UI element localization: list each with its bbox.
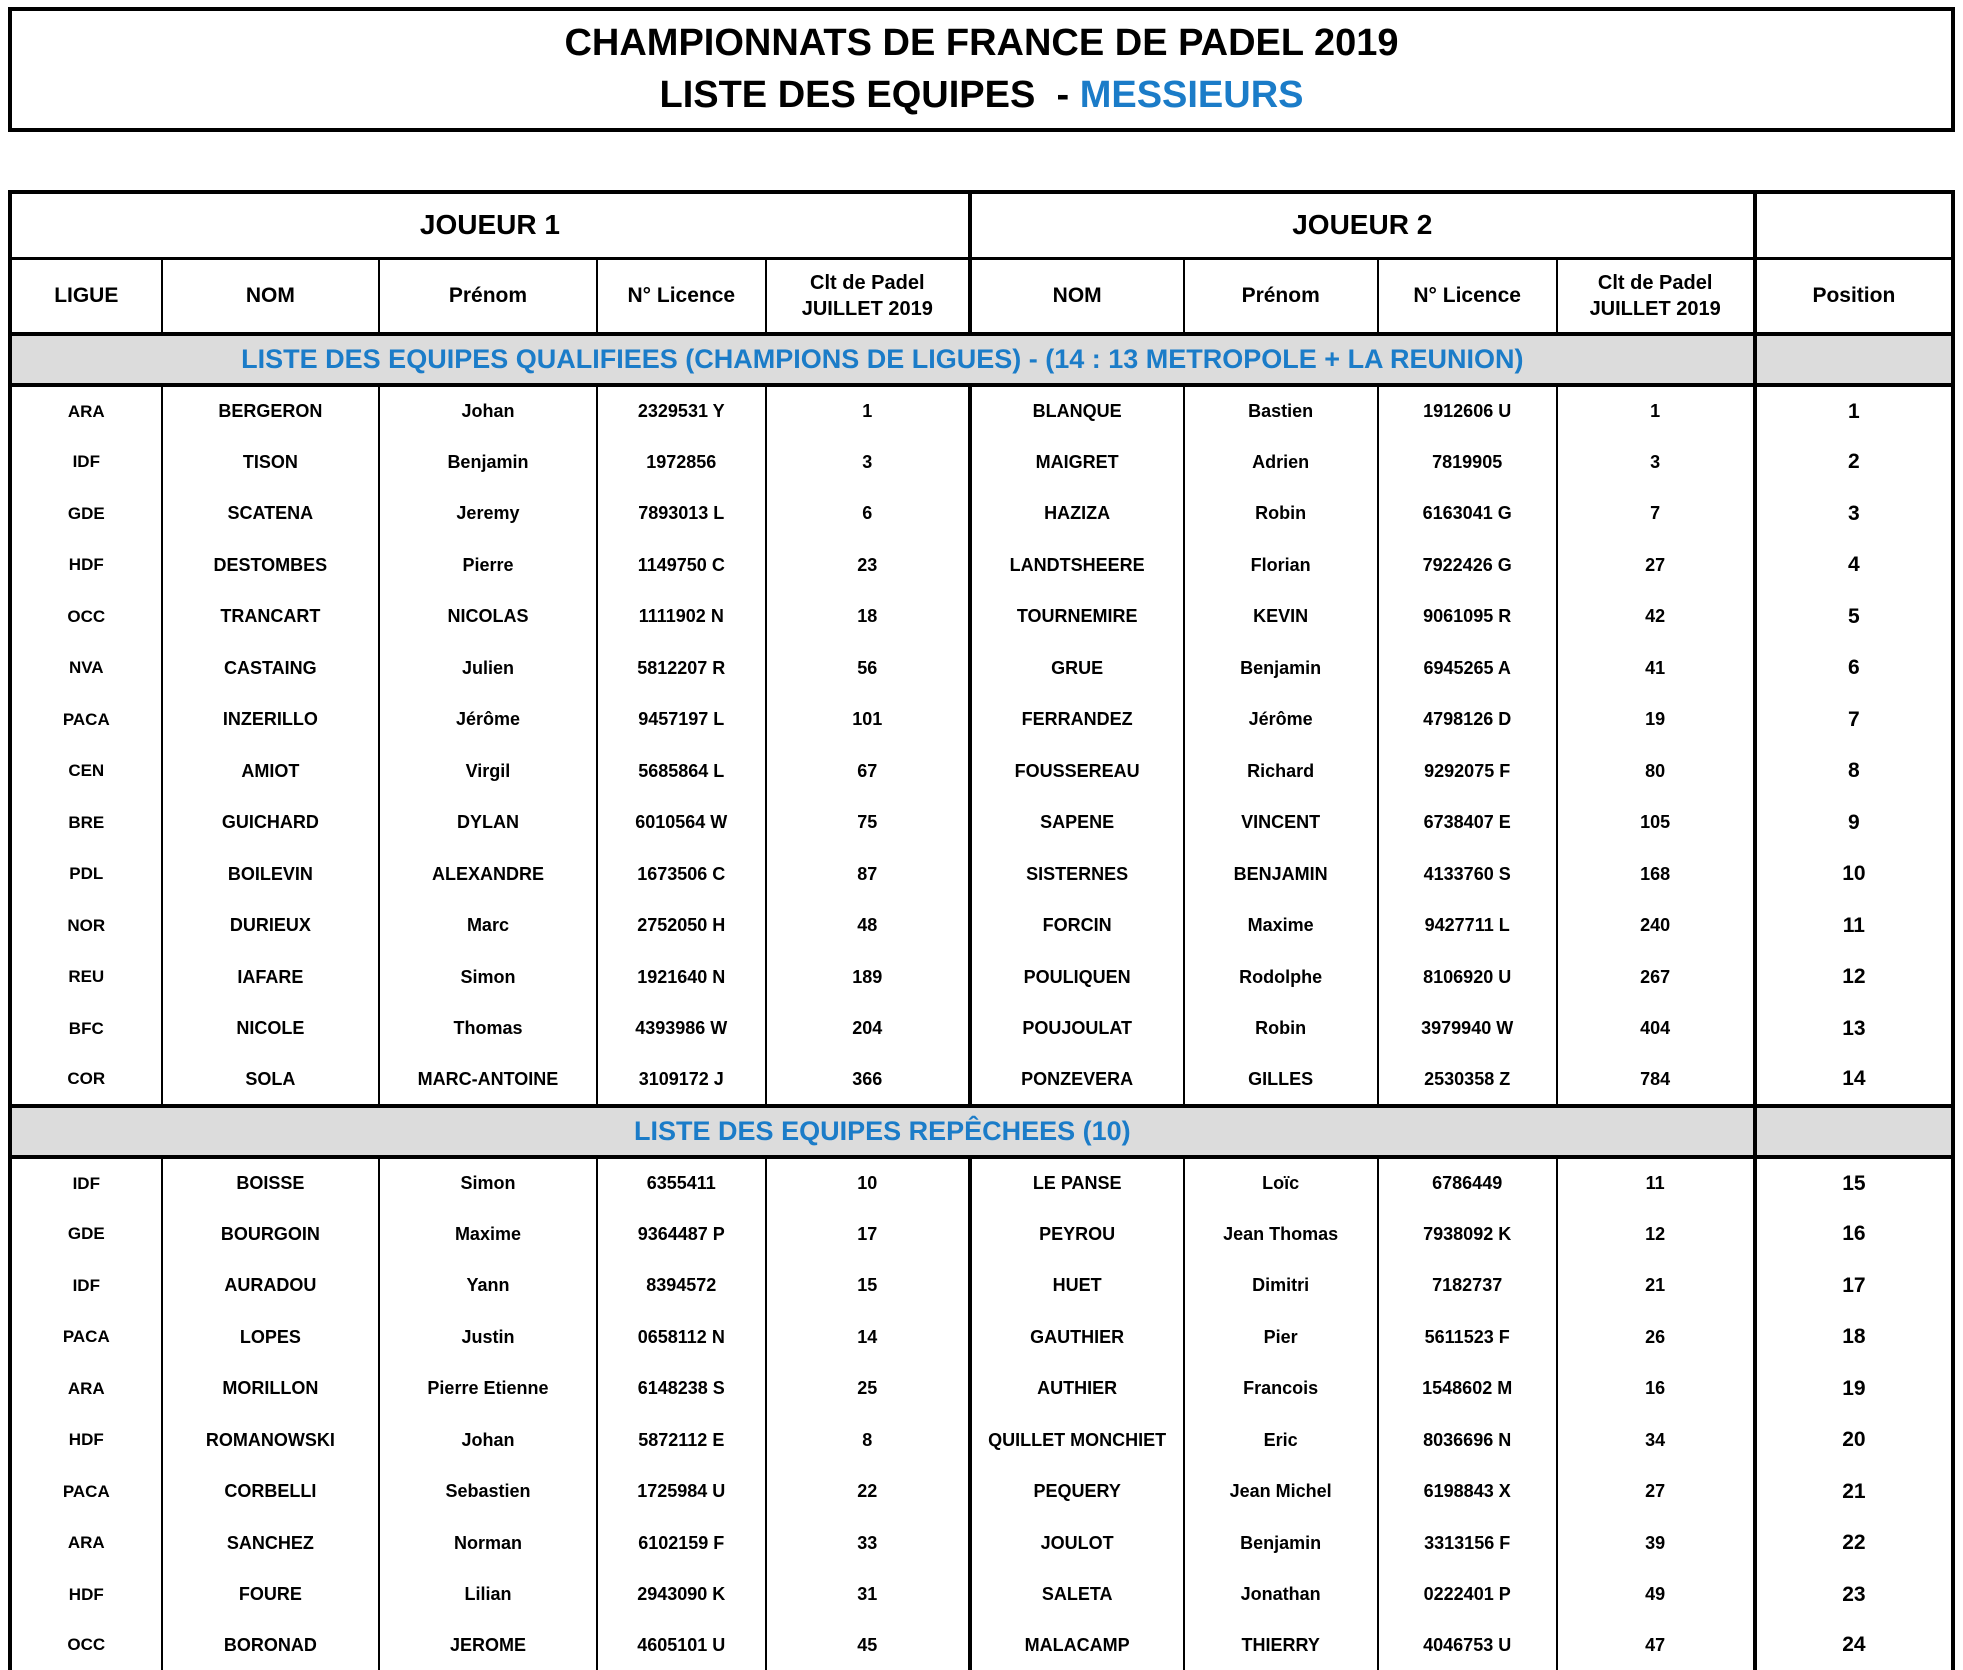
clt1-cell: 25 xyxy=(766,1363,970,1415)
table-row xyxy=(10,591,1953,643)
position-cell: 2 xyxy=(1755,437,1953,489)
ligue-cell: COR xyxy=(67,1069,106,1089)
table-row xyxy=(10,1363,1953,1415)
nom1-cell: BOILEVIN xyxy=(162,849,380,901)
licence1-cell: 7893013 L xyxy=(597,488,766,540)
prenom2-cell: BENJAMIN xyxy=(1184,849,1378,901)
nom2-cell: MAIGRET xyxy=(970,437,1184,489)
prenom2-cell: Adrien xyxy=(1184,437,1378,489)
clt1-cell: 101 xyxy=(766,694,970,746)
prenom2-cell: Robin xyxy=(1184,1003,1378,1055)
position-cell: 6 xyxy=(1755,643,1953,695)
licence1-cell: 1725984 U xyxy=(597,1466,766,1518)
table-row xyxy=(10,1518,1953,1570)
clt2-cell: 49 xyxy=(1557,1569,1755,1621)
page-title-line2 xyxy=(659,72,1303,120)
prenom1-cell: Johan xyxy=(379,1415,597,1467)
clt1-cell: 1 xyxy=(766,385,970,437)
col-header-ligue: LIGUE xyxy=(10,258,162,334)
position-cell: 17 xyxy=(1755,1260,1953,1312)
nom1-cell: DESTOMBES xyxy=(162,540,380,592)
clt2-cell: 26 xyxy=(1557,1312,1755,1364)
prenom1-cell: NICOLAS xyxy=(379,591,597,643)
title-banner xyxy=(8,7,1955,132)
ligue-cell: HDF xyxy=(68,1430,104,1450)
licence2-cell: 3979940 W xyxy=(1378,1003,1557,1055)
licence2-cell: 4046753 U xyxy=(1378,1621,1557,1670)
nom1-cell: AMIOT xyxy=(162,746,380,798)
clt1-cell: 18 xyxy=(766,591,970,643)
ligue-cell: ARA xyxy=(67,1378,105,1398)
licence2-cell: 6198843 X xyxy=(1378,1466,1557,1518)
clt1-cell: 17 xyxy=(766,1209,970,1261)
prenom1-cell: Simon xyxy=(379,1157,597,1209)
nom1-cell: FOURE xyxy=(162,1569,380,1621)
col-header-clt1: Clt de Padel JUILLET 2019 xyxy=(766,258,970,334)
nom1-cell: NICOLE xyxy=(162,1003,380,1055)
column-header-row xyxy=(10,258,1953,334)
clt1-cell: 45 xyxy=(766,1621,970,1670)
ligue-cell: ARA xyxy=(67,1533,105,1553)
clt1-cell: 48 xyxy=(766,900,970,952)
nom1-cell: CORBELLI xyxy=(162,1466,380,1518)
nom1-cell: LOPES xyxy=(162,1312,380,1364)
licence2-cell: 6786449 xyxy=(1378,1157,1557,1209)
table-row xyxy=(10,1312,1953,1364)
licence2-cell: 6945265 A xyxy=(1378,643,1557,695)
clt1-cell: 31 xyxy=(766,1569,970,1621)
ligue-cell: GDE xyxy=(67,503,105,523)
section-header-row xyxy=(10,1106,1953,1157)
prenom2-cell: Jérôme xyxy=(1184,694,1378,746)
clt1-cell: 75 xyxy=(766,797,970,849)
ligue-cell: IDF xyxy=(72,1173,100,1193)
table-row xyxy=(10,1260,1953,1312)
clt1-cell: 366 xyxy=(766,1055,970,1107)
licence2-cell: 7182737 xyxy=(1378,1260,1557,1312)
licence2-cell: 9427711 L xyxy=(1378,900,1557,952)
nom2-cell: SAPENE xyxy=(970,797,1184,849)
nom2-cell: HUET xyxy=(970,1260,1184,1312)
nom2-cell: TOURNEMIRE xyxy=(970,591,1184,643)
nom2-cell: AUTHIER xyxy=(970,1363,1184,1415)
licence1-cell: 5812207 R xyxy=(597,643,766,695)
prenom1-cell: Benjamin xyxy=(379,437,597,489)
clt2-cell: 80 xyxy=(1557,746,1755,798)
licence2-cell: 2530358 Z xyxy=(1378,1055,1557,1107)
prenom1-cell: Marc xyxy=(379,900,597,952)
table-row xyxy=(10,1415,1953,1467)
prenom2-cell: Pier xyxy=(1184,1312,1378,1364)
nom2-cell: GRUE xyxy=(970,643,1184,695)
prenom1-cell: Yann xyxy=(379,1260,597,1312)
licence2-cell: 6163041 G xyxy=(1378,488,1557,540)
clt1-cell: 33 xyxy=(766,1518,970,1570)
section-title: LISTE DES EQUIPES QUALIFIEES (CHAMPIONS DE LIGUES) - (14 : 13 METROPOLE + LA REUNION) xyxy=(10,334,1755,385)
prenom2-cell: Jonathan xyxy=(1184,1569,1378,1621)
nom2-cell: SISTERNES xyxy=(970,849,1184,901)
licence2-cell: 1912606 U xyxy=(1378,385,1557,437)
joueur1-group-header: JOUEUR 1 xyxy=(10,192,970,258)
position-cell: 19 xyxy=(1755,1363,1953,1415)
licence1-cell: 6102159 F xyxy=(597,1518,766,1570)
nom2-cell: SALETA xyxy=(970,1569,1184,1621)
prenom1-cell: Jérôme xyxy=(379,694,597,746)
licence1-cell: 5872112 E xyxy=(597,1415,766,1467)
licence1-cell: 4393986 W xyxy=(597,1003,766,1055)
licence1-cell: 6355411 xyxy=(597,1157,766,1209)
nom1-cell: ROMANOWSKI xyxy=(162,1415,380,1467)
table-row xyxy=(10,746,1953,798)
licence1-cell: 9364487 P xyxy=(597,1209,766,1261)
ligue-cell: OCC xyxy=(67,606,106,626)
prenom1-cell: Norman xyxy=(379,1518,597,1570)
ligue-cell: IDF xyxy=(72,452,100,472)
col-header-licence1: N° Licence xyxy=(597,258,766,334)
nom2-cell: PEQUERY xyxy=(970,1466,1184,1518)
clt2-cell: 47 xyxy=(1557,1621,1755,1670)
licence1-cell: 1149750 C xyxy=(597,540,766,592)
table-row xyxy=(10,1621,1953,1670)
prenom2-cell: Rodolphe xyxy=(1184,952,1378,1004)
nom2-cell: FOUSSEREAU xyxy=(970,746,1184,798)
prenom1-cell: Julien xyxy=(379,643,597,695)
licence1-cell: 8394572 xyxy=(597,1260,766,1312)
table-row xyxy=(10,385,1953,437)
clt1-cell: 14 xyxy=(766,1312,970,1364)
position-cell: 8 xyxy=(1755,746,1953,798)
position-cell: 4 xyxy=(1755,540,1953,592)
position-cell: 3 xyxy=(1755,488,1953,540)
nom2-cell: FORCIN xyxy=(970,900,1184,952)
clt2-cell: 404 xyxy=(1557,1003,1755,1055)
clt2-cell: 1 xyxy=(1557,385,1755,437)
nom2-cell: MALACAMP xyxy=(970,1621,1184,1670)
prenom1-cell: JEROME xyxy=(379,1621,597,1670)
clt2-cell: 21 xyxy=(1557,1260,1755,1312)
clt2-cell: 42 xyxy=(1557,591,1755,643)
table-row xyxy=(10,643,1953,695)
nom1-cell: AURADOU xyxy=(162,1260,380,1312)
prenom2-cell: Jean Michel xyxy=(1184,1466,1378,1518)
prenom1-cell: Johan xyxy=(379,385,597,437)
nom2-cell: POUJOULAT xyxy=(970,1003,1184,1055)
prenom1-cell: Pierre Etienne xyxy=(379,1363,597,1415)
licence2-cell: 8036696 N xyxy=(1378,1415,1557,1467)
nom1-cell: MORILLON xyxy=(162,1363,380,1415)
group-header-row xyxy=(10,192,1953,258)
clt2-cell: 27 xyxy=(1557,540,1755,592)
position-cell: 15 xyxy=(1755,1157,1953,1209)
nom1-cell: CASTAING xyxy=(162,643,380,695)
nom1-cell: IAFARE xyxy=(162,952,380,1004)
prenom1-cell: Jeremy xyxy=(379,488,597,540)
prenom2-cell: Dimitri xyxy=(1184,1260,1378,1312)
prenom2-cell: Richard xyxy=(1184,746,1378,798)
nom1-cell: BOISSE xyxy=(162,1157,380,1209)
prenom2-cell: GILLES xyxy=(1184,1055,1378,1107)
position-cell: 20 xyxy=(1755,1415,1953,1467)
nom1-cell: GUICHARD xyxy=(162,797,380,849)
col-header-prenom2: Prénom xyxy=(1184,258,1378,334)
table-row xyxy=(10,1466,1953,1518)
section-title: LISTE DES EQUIPES REPÊCHEES (10) xyxy=(10,1106,1755,1157)
clt2-cell: 7 xyxy=(1557,488,1755,540)
clt2-cell: 168 xyxy=(1557,849,1755,901)
ligue-cell: IDF xyxy=(72,1275,100,1295)
licence1-cell: 6010564 W xyxy=(597,797,766,849)
position-cell: 7 xyxy=(1755,694,1953,746)
nom1-cell: SOLA xyxy=(162,1055,380,1107)
clt1-cell: 87 xyxy=(766,849,970,901)
col-header-clt2: Clt de Padel JUILLET 2019 xyxy=(1557,258,1755,334)
position-cell: 5 xyxy=(1755,591,1953,643)
ligue-cell: OCC xyxy=(67,1635,106,1655)
nom2-cell: BLANQUE xyxy=(970,385,1184,437)
licence2-cell: 8106920 U xyxy=(1378,952,1557,1004)
table-body xyxy=(10,334,1953,1670)
ligue-cell: PACA xyxy=(62,709,110,729)
clt1-cell: 56 xyxy=(766,643,970,695)
ligue-cell: PACA xyxy=(62,1327,110,1347)
clt2-cell: 19 xyxy=(1557,694,1755,746)
nom1-cell: TISON xyxy=(162,437,380,489)
nom1-cell: BOURGOIN xyxy=(162,1209,380,1261)
prenom1-cell: MARC-ANTOINE xyxy=(379,1055,597,1107)
ligue-cell: NOR xyxy=(67,915,106,935)
col-header-position: Position xyxy=(1755,258,1953,334)
prenom1-cell: ALEXANDRE xyxy=(379,849,597,901)
position-cell: 11 xyxy=(1755,900,1953,952)
licence2-cell: 3313156 F xyxy=(1378,1518,1557,1570)
position-cell: 21 xyxy=(1755,1466,1953,1518)
clt2-cell: 39 xyxy=(1557,1518,1755,1570)
licence2-cell: 9292075 F xyxy=(1378,746,1557,798)
clt1-cell: 3 xyxy=(766,437,970,489)
nom1-cell: BORONAD xyxy=(162,1621,380,1670)
clt1-cell: 23 xyxy=(766,540,970,592)
table-row xyxy=(10,694,1953,746)
table-row xyxy=(10,1209,1953,1261)
clt1-cell: 15 xyxy=(766,1260,970,1312)
clt1-cell: 22 xyxy=(766,1466,970,1518)
nom1-cell: TRANCART xyxy=(162,591,380,643)
col-header-nom1: NOM xyxy=(162,258,380,334)
clt2-cell: 12 xyxy=(1557,1209,1755,1261)
page-title-line2-accent: MESSIEURS xyxy=(1079,73,1304,116)
clt1-cell: 10 xyxy=(766,1157,970,1209)
licence1-cell: 2943090 K xyxy=(597,1569,766,1621)
nom2-cell: HAZIZA xyxy=(970,488,1184,540)
table-row xyxy=(10,540,1953,592)
licence1-cell: 5685864 L xyxy=(597,746,766,798)
table-row xyxy=(10,849,1953,901)
licence1-cell: 0658112 N xyxy=(597,1312,766,1364)
nom2-cell: POULIQUEN xyxy=(970,952,1184,1004)
position-cell: 10 xyxy=(1755,849,1953,901)
licence1-cell: 3109172 J xyxy=(597,1055,766,1107)
joueur2-group-header: JOUEUR 2 xyxy=(970,192,1755,258)
nom2-cell: GAUTHIER xyxy=(970,1312,1184,1364)
prenom1-cell: Virgil xyxy=(379,746,597,798)
col-header-licence2: N° Licence xyxy=(1378,258,1557,334)
nom1-cell: INZERILLO xyxy=(162,694,380,746)
prenom2-cell: Robin xyxy=(1184,488,1378,540)
position-cell: 12 xyxy=(1755,952,1953,1004)
clt2-cell: 11 xyxy=(1557,1157,1755,1209)
table-row xyxy=(10,797,1953,849)
table-row xyxy=(10,1003,1953,1055)
table-row xyxy=(10,952,1953,1004)
nom1-cell: BERGERON xyxy=(162,385,380,437)
position-cell: 24 xyxy=(1755,1621,1953,1670)
clt2-cell: 784 xyxy=(1557,1055,1755,1107)
col-header-nom2: NOM xyxy=(970,258,1184,334)
nom1-cell: SANCHEZ xyxy=(162,1518,380,1570)
clt1-cell: 204 xyxy=(766,1003,970,1055)
position-cell: 1 xyxy=(1755,385,1953,437)
clt2-cell: 16 xyxy=(1557,1363,1755,1415)
nom2-cell: JOULOT xyxy=(970,1518,1184,1570)
position-group-spacer xyxy=(1755,192,1953,258)
licence1-cell: 1111902 N xyxy=(597,591,766,643)
prenom1-cell: Sebastien xyxy=(379,1466,597,1518)
prenom2-cell: KEVIN xyxy=(1184,591,1378,643)
licence2-cell: 9061095 R xyxy=(1378,591,1557,643)
section-title-spacer xyxy=(1755,1106,1953,1157)
prenom2-cell: THIERRY xyxy=(1184,1621,1378,1670)
table-row xyxy=(10,900,1953,952)
licence2-cell: 5611523 F xyxy=(1378,1312,1557,1364)
ligue-cell: BRE xyxy=(68,812,105,832)
teams-table xyxy=(8,190,1955,1670)
clt2-cell: 240 xyxy=(1557,900,1755,952)
position-cell: 9 xyxy=(1755,797,1953,849)
licence2-cell: 4133760 S xyxy=(1378,849,1557,901)
nom2-cell: LE PANSE xyxy=(970,1157,1184,1209)
prenom2-cell: VINCENT xyxy=(1184,797,1378,849)
ligue-cell: HDF xyxy=(68,1584,104,1604)
ligue-cell: HDF xyxy=(68,555,104,575)
table-row xyxy=(10,1157,1953,1209)
prenom1-cell: Maxime xyxy=(379,1209,597,1261)
clt2-cell: 3 xyxy=(1557,437,1755,489)
licence1-cell: 1673506 C xyxy=(597,849,766,901)
position-cell: 16 xyxy=(1755,1209,1953,1261)
licence1-cell: 9457197 L xyxy=(597,694,766,746)
clt2-cell: 41 xyxy=(1557,643,1755,695)
prenom1-cell: Justin xyxy=(379,1312,597,1364)
position-cell: 18 xyxy=(1755,1312,1953,1364)
prenom2-cell: Maxime xyxy=(1184,900,1378,952)
ligue-cell: PDL xyxy=(69,864,104,884)
clt1-cell: 67 xyxy=(766,746,970,798)
clt1-cell: 8 xyxy=(766,1415,970,1467)
prenom2-cell: Benjamin xyxy=(1184,1518,1378,1570)
table-row xyxy=(10,1569,1953,1621)
nom2-cell: FERRANDEZ xyxy=(970,694,1184,746)
position-cell: 14 xyxy=(1755,1055,1953,1107)
ligue-cell: PACA xyxy=(62,1481,110,1501)
ligue-cell: NVA xyxy=(68,658,104,678)
licence1-cell: 4605101 U xyxy=(597,1621,766,1670)
ligue-cell: GDE xyxy=(67,1224,105,1244)
table-row xyxy=(10,488,1953,540)
nom2-cell: PEYROU xyxy=(970,1209,1184,1261)
table-row xyxy=(10,1055,1953,1107)
nom2-cell: QUILLET MONCHIET xyxy=(970,1415,1184,1467)
prenom2-cell: Francois xyxy=(1184,1363,1378,1415)
prenom2-cell: Jean Thomas xyxy=(1184,1209,1378,1261)
licence1-cell: 1972856 xyxy=(597,437,766,489)
position-cell: 23 xyxy=(1755,1569,1953,1621)
licence2-cell: 7819905 xyxy=(1378,437,1557,489)
ligue-cell: ARA xyxy=(67,401,105,421)
prenom2-cell: Eric xyxy=(1184,1415,1378,1467)
licence1-cell: 1921640 N xyxy=(597,952,766,1004)
section-title-spacer xyxy=(1755,334,1953,385)
licence2-cell: 6738407 E xyxy=(1378,797,1557,849)
prenom1-cell: Pierre xyxy=(379,540,597,592)
prenom2-cell: Bastien xyxy=(1184,385,1378,437)
page-title-line2-black: LISTE DES EQUIPES - xyxy=(659,73,1080,116)
nom2-cell: PONZEVERA xyxy=(970,1055,1184,1107)
prenom1-cell: DYLAN xyxy=(379,797,597,849)
licence2-cell: 7922426 G xyxy=(1378,540,1557,592)
ligue-cell: BFC xyxy=(68,1018,104,1038)
ligue-cell: REU xyxy=(68,967,105,987)
ligue-cell: CEN xyxy=(68,761,105,781)
licence1-cell: 6148238 S xyxy=(597,1363,766,1415)
licence1-cell: 2329531 Y xyxy=(597,385,766,437)
prenom2-cell: Loïc xyxy=(1184,1157,1378,1209)
nom2-cell: LANDTSHEERE xyxy=(970,540,1184,592)
clt2-cell: 27 xyxy=(1557,1466,1755,1518)
prenom2-cell: Benjamin xyxy=(1184,643,1378,695)
col-header-prenom1: Prénom xyxy=(379,258,597,334)
licence2-cell: 4798126 D xyxy=(1378,694,1557,746)
table-row xyxy=(10,437,1953,489)
licence1-cell: 2752050 H xyxy=(597,900,766,952)
prenom2-cell: Florian xyxy=(1184,540,1378,592)
clt2-cell: 34 xyxy=(1557,1415,1755,1467)
licence2-cell: 1548602 M xyxy=(1378,1363,1557,1415)
clt1-cell: 189 xyxy=(766,952,970,1004)
section-header-row xyxy=(10,334,1953,385)
nom1-cell: SCATENA xyxy=(162,488,380,540)
position-cell: 13 xyxy=(1755,1003,1953,1055)
position-cell: 22 xyxy=(1755,1518,1953,1570)
prenom1-cell: Simon xyxy=(379,952,597,1004)
clt2-cell: 267 xyxy=(1557,952,1755,1004)
page-title-line1: CHAMPIONNATS DE FRANCE DE PADEL 2019 xyxy=(564,22,1399,64)
nom1-cell: DURIEUX xyxy=(162,900,380,952)
prenom1-cell: Lilian xyxy=(379,1569,597,1621)
clt2-cell: 105 xyxy=(1557,797,1755,849)
licence2-cell: 0222401 P xyxy=(1378,1569,1557,1621)
licence2-cell: 7938092 K xyxy=(1378,1209,1557,1261)
clt1-cell: 6 xyxy=(766,488,970,540)
prenom1-cell: Thomas xyxy=(379,1003,597,1055)
